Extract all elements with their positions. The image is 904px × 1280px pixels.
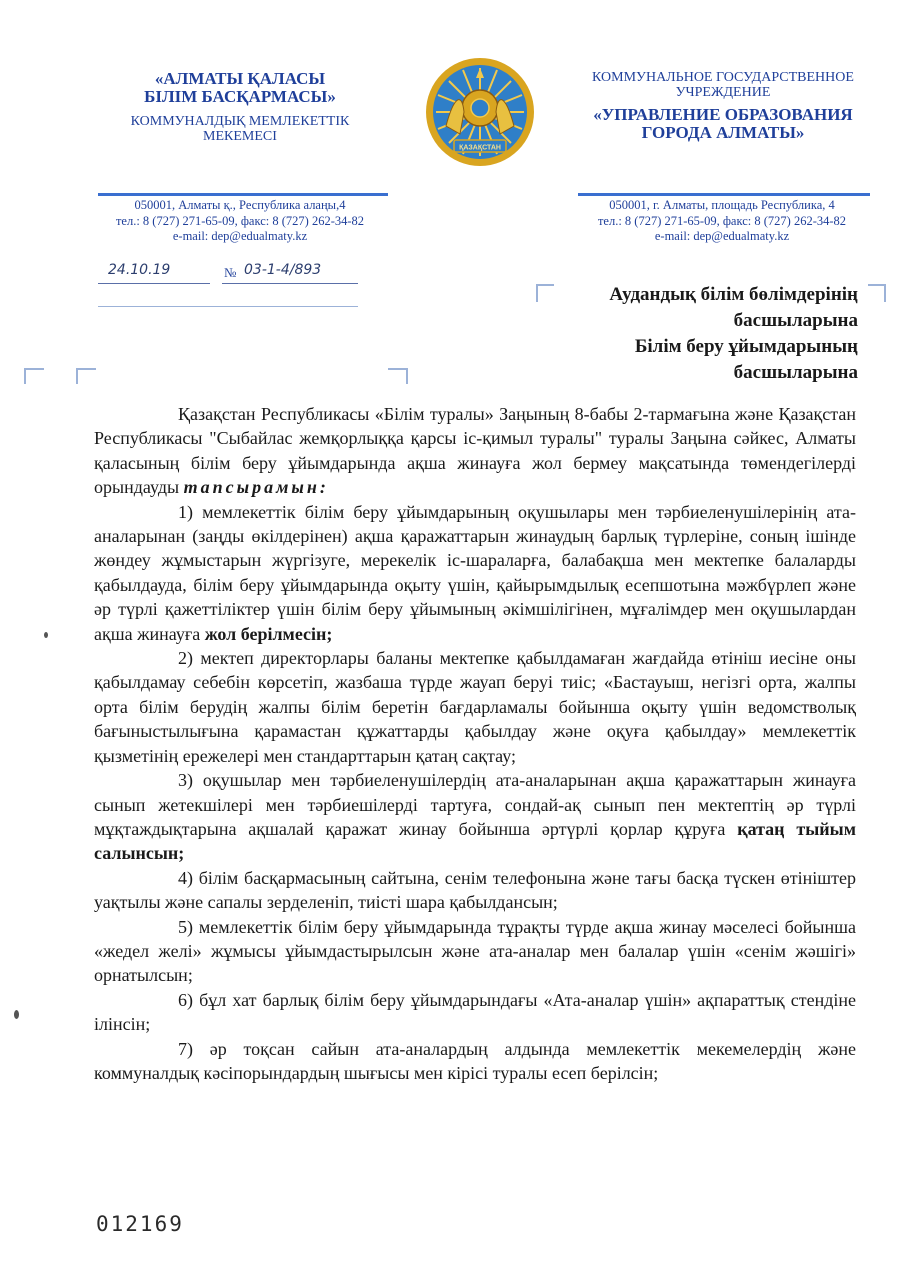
number-prefix: № [224, 265, 237, 280]
address-kz-line3: e-mail: dep@edualmaty.kz [172, 229, 308, 243]
header-ru-line3: «УПРАВЛЕНИЕ ОБРАЗОВАНИЯ [593, 105, 853, 124]
recipient-line4: басшыларына [733, 362, 858, 383]
recipient-line3: Білім беру ұйымдарының [634, 336, 858, 357]
recipient-block [528, 282, 858, 386]
header-ru [568, 70, 878, 142]
corner-mark-mid [388, 368, 408, 384]
secondary-underline [98, 306, 358, 307]
recipient-line1: Аудандық білім бөлімдерінің [609, 284, 858, 305]
item-5: 5) мемлекеттік білім беру ұйымдарында тұрақты түрде ақша жинау мәселесі бойынша «жедел желі» жұмысы ұйымдастырылсын және ата-аналар мен балалар үшін «сенім жәшігі» орнатылсын; [94, 916, 856, 986]
recipient-line2: басшыларына [733, 310, 858, 331]
item-3 [94, 768, 856, 866]
registration-date: 24.10.19 [108, 262, 171, 278]
header-kz-line4: МЕКЕМЕСІ [203, 129, 277, 144]
emblem-caption: ҚАЗАҚСТАН [459, 144, 501, 152]
header-kz-line3: КОММУНАЛДЫҚ МЕМЛЕКЕТТІК [130, 114, 350, 129]
intro-emphasis: тапсырамын: [183, 477, 329, 498]
address-ru-line3: e-mail: dep@edualmaty.kz [654, 229, 790, 243]
item-1-emphasis: жол берілмесін; [204, 623, 333, 644]
item-1 [94, 500, 856, 646]
item-6: 6) бұл хат барлық білім беру ұйымдарындағы «Ата-аналар үшін» ақпараттық стендіне ілінсін; [94, 989, 856, 1035]
scan-speck [44, 632, 48, 638]
header-ru-line4: ГОРОДА АЛМАТЫ» [641, 123, 805, 142]
item-7: 7) әр тоқсан сайын ата-аналардың алдында мемлекеттік мекемелердің және коммуналдық кәсіпорындардың шығысы мен кірісі туралы есеп берілсін; [94, 1038, 856, 1083]
registration-number: 03-1-4/893 [244, 262, 322, 278]
item-1-text: 1) мемлекеттік білім беру ұйымдарының оқушылары мен тәрбиеленушілерінің ата-аналарынан (заңды өкілдерінен) ақша қаражаттарын жинаудың барлық түрлеріне, соның ішінде жөндеу жұмыстарын жүргізуге, мерекелік іс-шараларға, балабақша мен мектепке балаларды қабылдауда, білім беру ұйымдарында оқыту үшін, қайырымдылық есепшотына мәжбүрлеп және әр түрлі қажеттіліктер үшін білім беру ұйымының әкімшілігінен, мұғалімдер мен оқушылардан ақша жинауға [94, 501, 856, 644]
corner-mark-left-1 [24, 368, 44, 384]
item-3-emphasis: қатаң тыйым салынсын; [94, 818, 856, 864]
intro-text: Қазақстан Республикасы «Білім туралы» Заңының 8-бабы 2-тармағына және Қазақстан Республикасы "Сыбайлас жемқорлыққа қарсы іс-қимыл туралы" туралы Заңына сәйкес, Алматы қаласының білім беру ұйымдарында ақша жинауға жол бермеу мақсатында төмендегілерді орындауды [94, 404, 856, 498]
letter-body [94, 402, 856, 1085]
item-2: 2) мектеп директорлары баланы мектепке қабылдамаған жағдайда өтініш иесіне оны қабылдамау себебін көрсетіп, жазбаша түрде жауап беруі тиіс; «Бастауыш, негізгі орта, жалпы орта білім берудің жалпы білім беретін бағдарламалы бойынша оқыту үшін ведомстволық бағыныстылығына қарамастан құжаттарды қабылдау және оқуға қабылдау» мемлекеттік қызметінің ережелері мен стандарттарын қатаң сақтау; [94, 648, 856, 766]
item-3-text: 3) оқушылар мен тәрбиеленушілердің ата-аналарынан ақша қаражаттарын жинауға сынып жетекшілері мен тәрбиешілерді тартуға, сондай-ақ сынып пен мектептің әр түрлі мұқтаждықтарына ақшалай қаражат жинау бойынша әртүрлі қорлар құруға [94, 770, 856, 839]
address-ru-line2: тел.: 8 (727) 271-65-09, факс: 8 (727) 262-34-82 [597, 213, 847, 228]
intro-paragraph [94, 402, 856, 500]
serial-number: 012169 [96, 1212, 184, 1236]
address-ru [582, 198, 862, 245]
corner-mark-left-2 [76, 368, 96, 384]
header-ru-line2: УЧРЕЖДЕНИЕ [675, 85, 771, 100]
header-ru-line1: КОММУНАЛЬНОЕ ГОСУДАРСТВЕННОЕ [592, 70, 854, 85]
corner-mark-top-right [868, 284, 886, 302]
header-kz-line1: «АЛМАТЫ ҚАЛАСЫ [154, 69, 326, 88]
date-underline [98, 283, 210, 284]
scan-speck [14, 1010, 19, 1019]
address-kz-line1: 050001, Алматы қ., Республика алаңы,4 [134, 198, 346, 212]
header-rule-right [578, 193, 870, 196]
header-kz [110, 70, 370, 144]
item-4: 4) білім басқармасының сайтына, сенім телефонына және тағы басқа түскен өтініштер уақтылы және сапалы зерделеніп, тиісті шара қабылдансын; [94, 867, 856, 913]
address-ru-line1: 050001, г. Алматы, площадь Республика, 4 [609, 198, 835, 212]
header-kz-line2: БІЛІМ БАСҚАРМАСЫ» [144, 87, 336, 106]
address-kz [100, 198, 380, 245]
header-rule-left [98, 193, 388, 196]
state-emblem-icon [424, 56, 536, 168]
address-kz-line2: тел.: 8 (727) 271-65-09, факс: 8 (727) 262-34-82 [115, 213, 365, 228]
number-underline [222, 283, 358, 284]
